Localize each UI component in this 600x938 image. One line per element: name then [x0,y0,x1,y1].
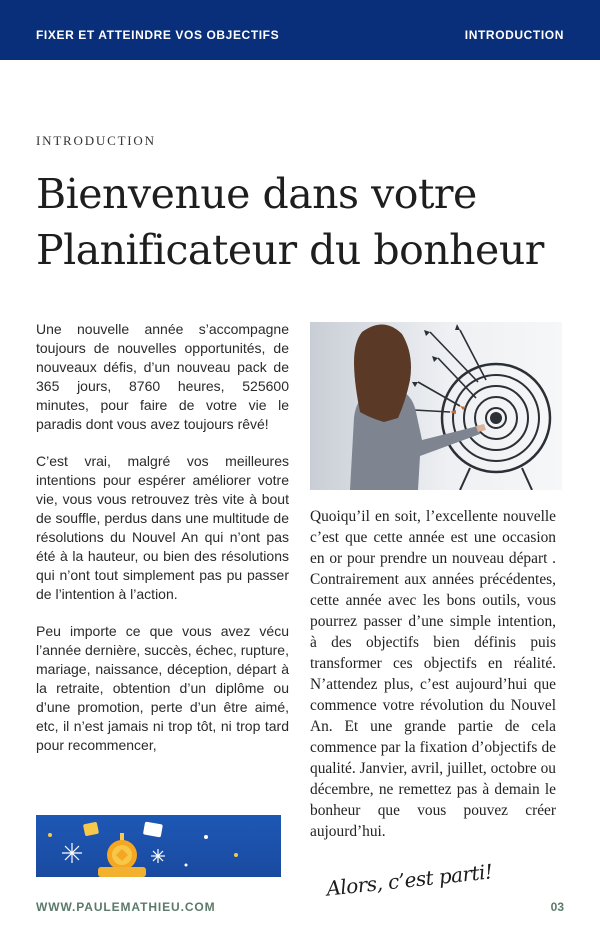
trophy-illustration [36,815,281,877]
trophy-celebration-image [36,815,281,877]
paragraph: Quoiqu’il en soit, l’excellente nouvelle c’est que cette année est une occasion en or pour prendre un nouveau départ . Contrairement aux années précédentes, cette année avec les bons outils, vous pourrez passer d’une simple intention, à des objectifs bien définis puis transformer ces objectifs en réalité. N’attendez plus, c’est aujourd’hui que commence votre révolution du Nouvel An. Et une grande partie de cela commence par la fixation d’objectifs de qualité. Janvier, avril, juillet, octobre ou décembre, ne remettez pas à demain le bonheur que vous pouvez créer aujourd’hui. [310,508,556,840]
woman-target-illustration [310,322,562,490]
section-kicker: INTRODUCTION [36,133,156,148]
page-number: 03 [550,900,564,914]
page-title: Bienvenue dans votre Planificateur du bonheur [36,170,544,274]
page-header [0,0,600,60]
left-column [36,320,289,773]
header-section-title: FIXER ET ATTEINDRE VOS OBJECTIFS [36,28,280,42]
footer-website-link[interactable]: WWW.PAULEMATHIEU.COM [36,900,216,914]
paragraph: C’est vrai, malgré vos meilleures intentions pour espérer améliorer votre vie, vous vous retrouvez très vite à bout de souffle, perdus dans une multitude de résolutions du Nouvel An qui n’ont pas été à la hauteur, ou bien des résolutions qui n’ont tout simplement pas pu passer de l’intention à l’action. [36,453,289,602]
header-chapter-label: INTRODUCTION [464,28,564,42]
right-column [310,506,556,842]
paragraph: Une nouvelle année s’accompagne toujours de nouvelles opportunités, de nouveaux défis, d’un nouveau pack de 365 jours, 8760 heures, 525600 minutes, pour faire de votre vie le paradis dont vous avez toujours rêvé! [36,321,289,432]
signature-text: Alors, c’est parti! [325,859,494,901]
woman-target-photo [310,322,562,490]
paragraph: Peu importe ce que vous avez vécu l’année dernière, succès, échec, rupture, mariage, naissance, déception, départ à la retraite, obtention d’un diplôme ou d’une promotion, perte d’un être aimé, etc, il n’est jamais ni trop tôt, ni trop tard pour recommencer, [36,623,289,753]
